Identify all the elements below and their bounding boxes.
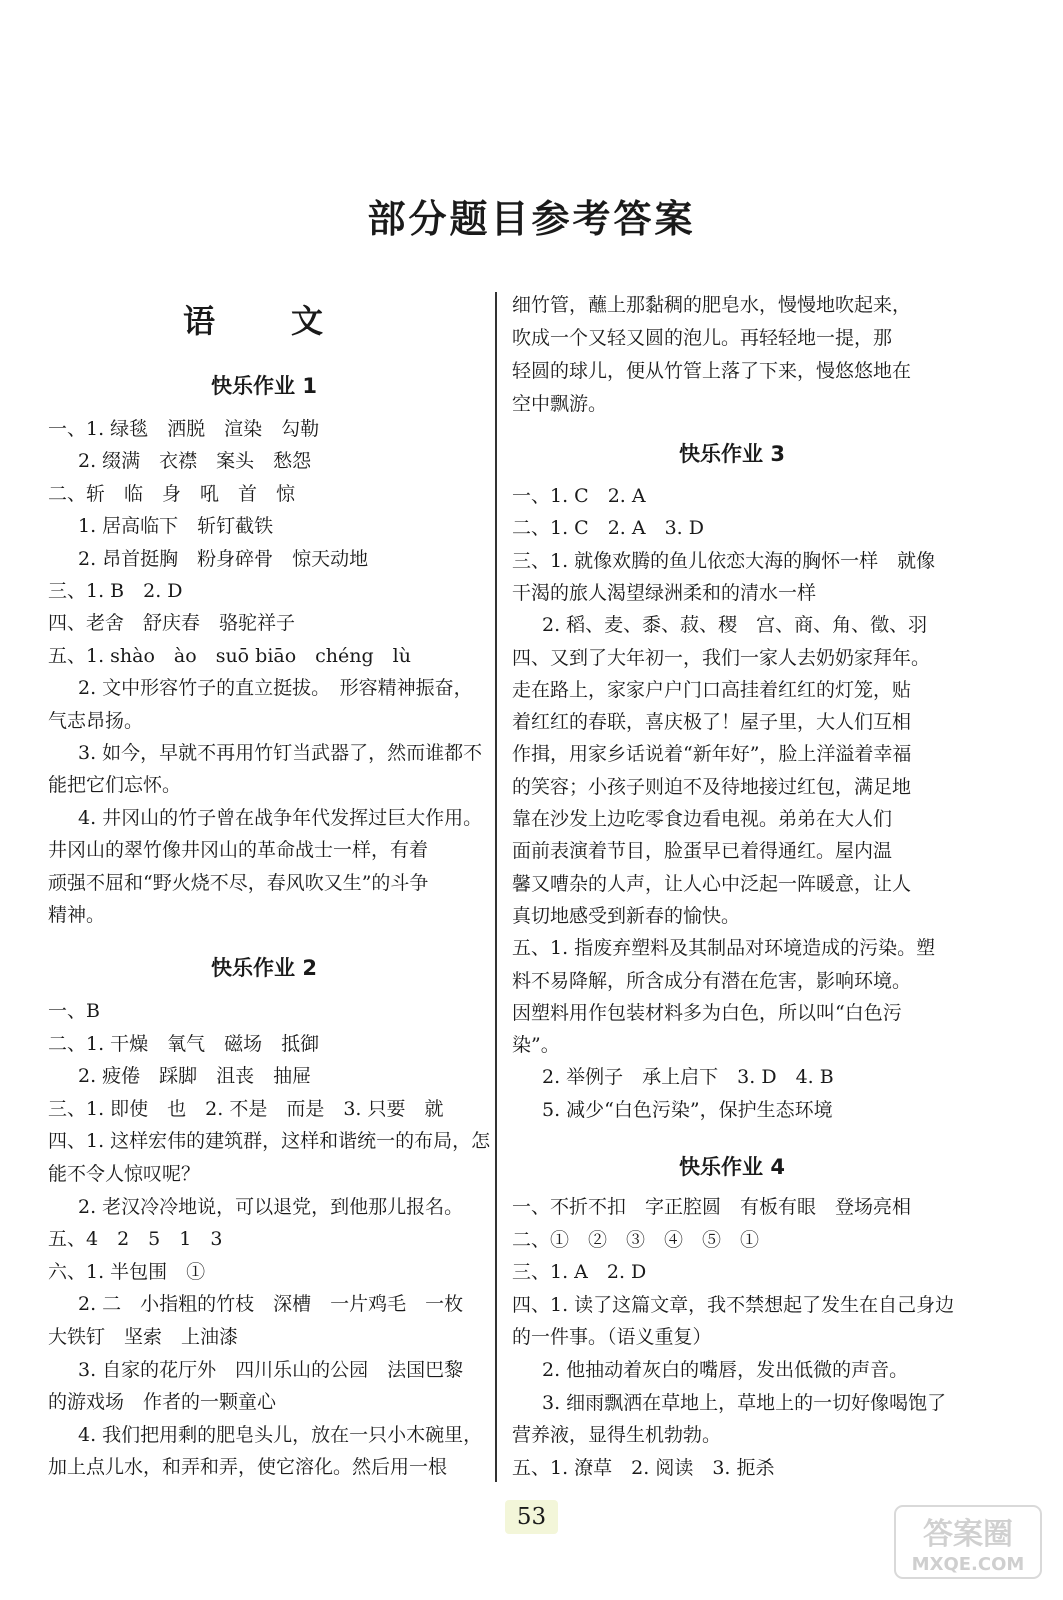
answer-line: 顽强不屈和“野火烧不尽，春风吹又生”的斗争 [48, 871, 429, 894]
answer-line: 三、1. 就像欢腾的鱼儿依恋大海的胸怀一样 就像 [512, 549, 936, 572]
section-heading: 快乐作业 3 [679, 442, 785, 466]
answer-line: 料不易降解，所含成分有潜在危害，影响环境。 [512, 969, 912, 992]
svg-text:MXQE.COM: MXQE.COM [911, 1554, 1025, 1575]
answer-line: 二、1. C 2. A 3. D [512, 517, 704, 540]
answer-line: 三、1. A 2. D [512, 1261, 647, 1284]
answer-line: 大铁钉 坚索 上油漆 [48, 1326, 239, 1348]
answer-line: 的游戏场 作者的一颗童心 [48, 1391, 277, 1414]
answer-line: 吹成一个又轻又圆的泡儿。再轻轻地一提，那 [512, 327, 893, 349]
answer-line: 2. 老汉冷冷地说，可以退党，到他那儿报名。 [78, 1195, 464, 1218]
answer-line: 井冈山的翠竹像井冈山的革命战士一样，有着 [48, 839, 429, 862]
answer-line: 干渴的旅人渴望绿洲柔和的清水一样 [512, 581, 817, 604]
answer-line: 二、1. 干燥 氧气 磁场 抵御 [48, 1032, 320, 1055]
answer-line: 2. 缀满 衣襟 案头 愁怨 [78, 450, 312, 473]
answer-line: 2. 举例子 承上启下 3. D 4. B [542, 1066, 834, 1089]
answer-line: 轻圆的球儿，便从竹管上落了下来，慢悠悠地在 [512, 360, 912, 382]
answer-line: 精神。 [48, 904, 106, 926]
answer-line: 四、又到了大年初一，我们一家人去奶奶家拜年。 [512, 646, 931, 669]
answer-line: 一、1. C 2. A [512, 485, 646, 507]
answer-line: 五、1. 潦草 2. 阅读 3. 扼杀 [512, 1456, 775, 1479]
answer-line: 的笑容；小孩子则迫不及待地接过红包，满足地 [512, 775, 912, 798]
answer-line: 气志昂扬。 [48, 709, 144, 732]
watermark-logo [893, 1502, 1043, 1582]
answer-line: 2. 稻、麦、黍、菽、稷 宫、商、角、徵、羽 [542, 614, 928, 637]
answer-line: 四、1. 读了这篇文章，我不禁想起了发生在自己身边 [512, 1293, 955, 1316]
answer-line: 细竹管，蘸上那黏稠的肥皂水，慢慢地吹起来， [512, 294, 912, 316]
answer-line: 能不令人惊叹呢？ [48, 1163, 201, 1185]
answer-line: 馨又嘈杂的人声，让人心中泛起一阵暖意，让人 [512, 872, 912, 895]
answer-line: 的一件事。（语义重复） [512, 1326, 712, 1349]
page-number: 53 [0, 1500, 1063, 1534]
answer-line: 5. 减少“白色污染”，保护生态环境 [542, 1098, 833, 1121]
answer-line: 着红红的春联，喜庆极了！屋子里，大人们互相 [512, 711, 912, 734]
page-title: 部分题目参考答案 [367, 196, 696, 241]
section-heading: 快乐作业 4 [679, 1155, 785, 1179]
answer-line: 五、1. shào ào suō biāo chéng lù [48, 644, 411, 667]
answer-line: 能把它们忘怀。 [48, 774, 182, 797]
answer-line: 4. 我们把用剩的肥皂头儿，放在一只小木碗里， [78, 1423, 483, 1446]
answer-line: 五、1. 指废弃塑料及其制品对环境造成的污染。塑 [512, 937, 936, 960]
answer-line: 1. 居高临下 斩钉截铁 [78, 515, 274, 538]
answer-line: 三、1. B 2. D [48, 580, 183, 602]
answer-line: 二、① ② ③ ④ ⑤ ① [512, 1228, 760, 1251]
answer-line: 真切地感受到新春的愉快。 [512, 904, 741, 927]
answer-line: 因塑料用作包装材料多为白色，所以叫“白色污 [512, 1001, 902, 1024]
answer-line: 营养液，显得生机勃勃。 [512, 1424, 722, 1447]
column-divider [495, 292, 497, 1482]
answer-line: 六、1. 半包围 ① [48, 1260, 206, 1283]
answer-line: 四、老舍 舒庆春 骆驼祥子 [48, 612, 296, 635]
answer-line: 一、1. 绿毯 洒脱 渲染 勾勒 [48, 418, 320, 440]
answer-line: 面前表演着节目，脸蛋早已着得通红。屋内温 [512, 840, 893, 863]
answer-line: 一、B [48, 1000, 100, 1022]
answer-line: 染”。 [512, 1034, 560, 1057]
subject-heading: 语 文 [182, 302, 345, 340]
answer-line: 3. 自家的花厅外 四川乐山的公园 法国巴黎 [78, 1358, 464, 1381]
section-heading: 快乐作业 2 [211, 956, 317, 980]
answer-line: 3. 如今，早就不再用竹钉当武器了，然而谁都不 [78, 742, 483, 764]
answer-line: 走在路上，家家户户门口高挂着红红的灯笼，贴 [512, 678, 912, 701]
answer-line: 作揖，用家乡话说着“新年好”，脸上洋溢着幸福 [512, 743, 912, 766]
answer-line: 空中飘游。 [512, 393, 608, 415]
answer-line: 2. 文中形容竹子的直立挺拔。 形容精神振奋， [78, 677, 473, 700]
answer-line: 2. 昂首挺胸 粉身碎骨 惊天动地 [78, 547, 369, 570]
answer-line: 三、1. 即使 也 2. 不是 而是 3. 只要 就 [48, 1097, 444, 1120]
answer-line: 2. 他抽动着灰白的嘴唇，发出低微的声音。 [542, 1359, 909, 1381]
answer-line: 靠在沙发上边吃零食边看电视。弟弟在大人们 [512, 808, 893, 830]
answer-line: 3. 细雨飘洒在草地上，草地上的一切好像喝饱了 [542, 1391, 947, 1414]
svg-text:答案圈: 答案圈 [923, 1517, 1013, 1552]
answer-line: 四、1. 这样宏伟的建筑群，这样和谐统一的布局，怎 [48, 1130, 491, 1153]
answer-line: 一、不折不扣 字正腔圆 有板有眼 登场亮相 [512, 1196, 912, 1218]
answer-line: 2. 疲倦 踩脚 沮丧 抽屉 [78, 1065, 312, 1088]
section-heading: 快乐作业 1 [211, 374, 317, 398]
answer-line: 2. 二 小指粗的竹枝 深槽 一片鸡毛 一枚 [78, 1293, 464, 1316]
answer-line: 二、斩 临 身 吼 首 惊 [48, 482, 296, 505]
answer-line: 加上点儿水，和弄和弄，使它溶化。然后用一根 [48, 1456, 448, 1479]
answer-line: 4. 井冈山的竹子曾在战争年代发挥过巨大作用。 [78, 806, 483, 829]
answer-line: 五、4 2 5 1 3 [48, 1228, 223, 1251]
